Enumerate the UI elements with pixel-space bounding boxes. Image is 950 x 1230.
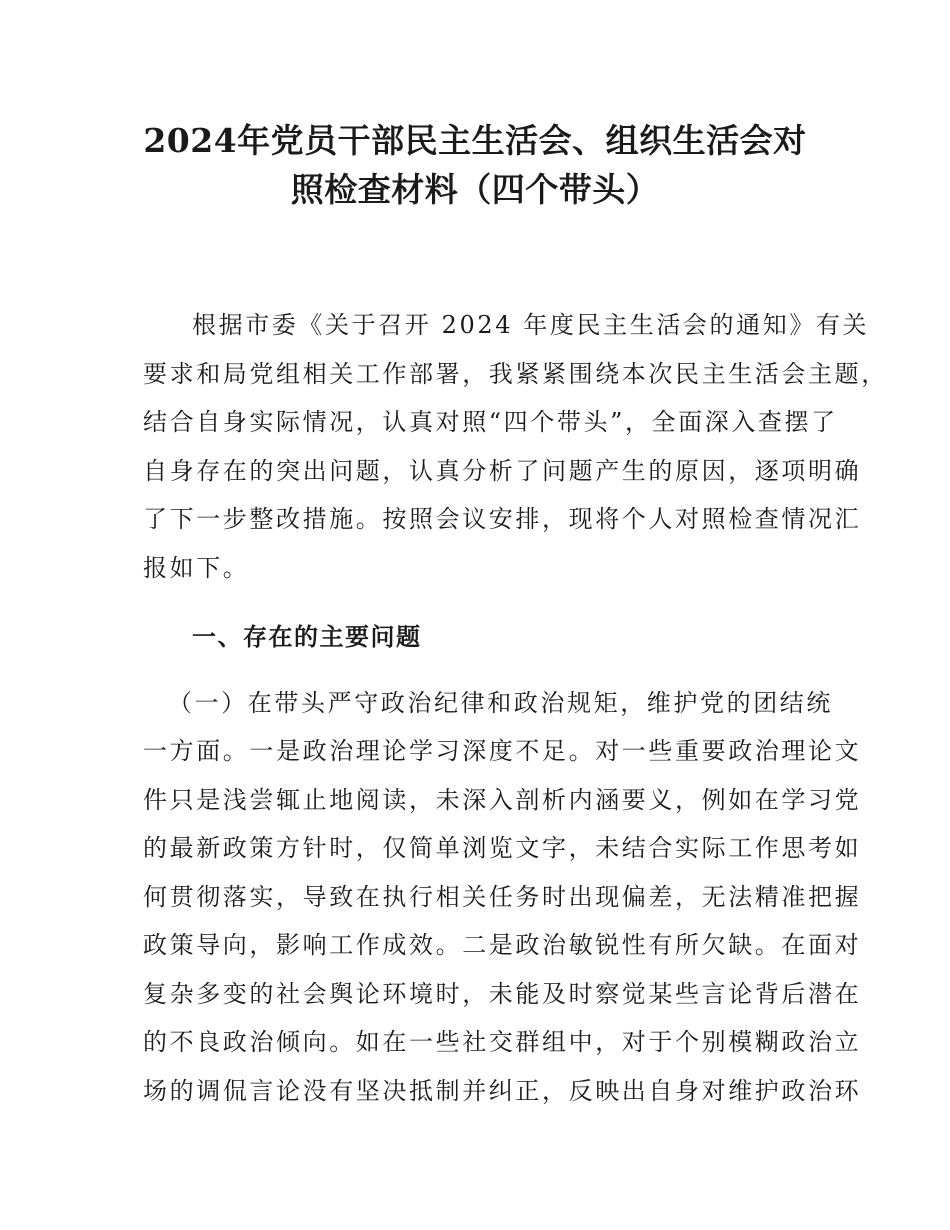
paragraph-line: 报如下。 [143,554,250,582]
paragraph-line: 了下一步整改措施。按照会议安排，现将个人对照检查情况汇 [143,505,862,533]
paragraph-line: （一）在带头严守政治纪律和政治规矩，维护党的团结统 [168,689,833,717]
paragraph-line: 场的调侃言论没有坚决抵制并纠正，反映出自身对维护政治环 [143,1077,862,1105]
paragraph-line: 复杂多变的社会舆论环境时，未能及时察觉某些言论背后潜在 [143,980,862,1008]
paragraph-line: 要求和局党组相关工作部署，我紧紧围绕本次民主生活会主题， [143,360,888,388]
document-title-line-1: 2024年党员干部民主生活会、组织生活会对 [143,121,807,160]
paragraph-line: 自身存在的突出问题，认真分析了问题产生的原因，逐项明确 [143,457,862,485]
document-title-line-2: 照检查材料（四个带头） [290,170,660,209]
paragraph-line: 根据市委《关于召开 2024 年度民主生活会的通知》有关 [192,311,870,339]
section-heading: 一、存在的主要问题 [192,623,422,651]
paragraph-line: 何贯彻落实，导致在执行相关任务时出现偏差，无法精准把握 [143,883,862,911]
paragraph-line: 政策导向，影响工作成效。二是政治敏锐性有所欠缺。在面对 [143,931,862,959]
paragraph-line: 一方面。一是政治理论学习深度不足。对一些重要政治理论文 [143,737,862,765]
paragraph-line: 件只是浅尝辄止地阅读，未深入剖析内涵要义，例如在学习党 [143,786,862,814]
paragraph-line: 结合自身实际情况，认真对照“四个带头”，全面深入查摆了 [143,408,838,436]
paragraph-line: 的最新政策方针时，仅简单浏览文字，未结合实际工作思考如 [143,834,862,862]
paragraph-line: 的不良政治倾向。如在一些社交群组中，对于个别模糊政治立 [143,1028,862,1056]
